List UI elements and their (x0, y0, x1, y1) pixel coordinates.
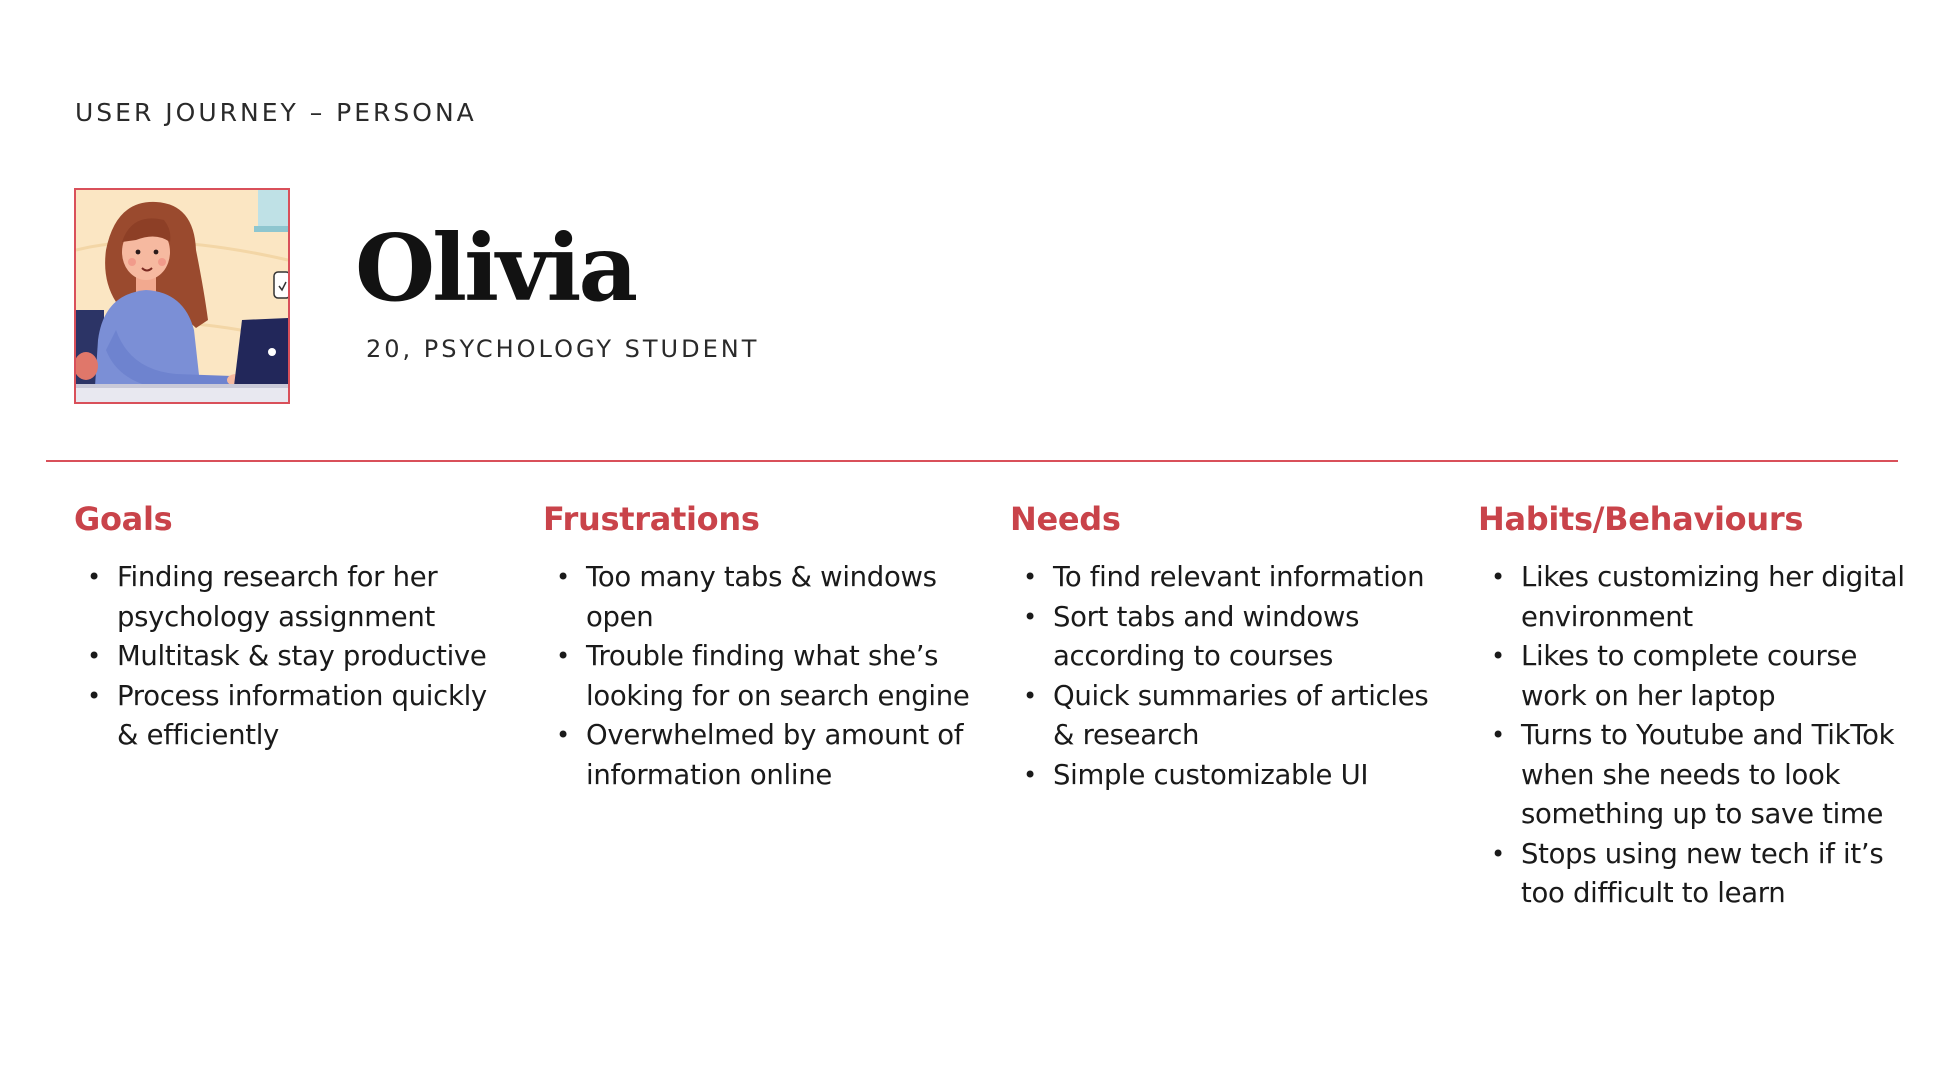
needs-section (1010, 500, 1450, 795)
frustrations-section (543, 500, 983, 795)
list-item: • Likes customizing her digital environment (1521, 558, 1918, 637)
goals-section (74, 500, 514, 756)
eyebrow-label: USER JOURNEY – PERSONA (75, 98, 477, 127)
goals-list (74, 558, 514, 756)
list-item: • Turns to Youtube and TikTok when she needs to look something up to save time (1521, 716, 1918, 835)
list-item: • Finding research for her psychology assignment (117, 558, 514, 637)
list-item: • Quick summaries of articles & research (1053, 677, 1450, 756)
list-item: • Trouble finding what she’s looking for on search engine (586, 637, 983, 716)
persona-illustration (76, 190, 288, 402)
habits-title: Habits/Behaviours (1478, 500, 1804, 538)
list-item: • Stops using new tech if it’s too difficult to learn (1521, 835, 1918, 914)
list-item: • Process information quickly & efficiently (117, 677, 514, 756)
persona-subtitle: 20, PSYCHOLOGY STUDENT (366, 335, 760, 363)
list-item: • Likes to complete course work on her laptop (1521, 637, 1918, 716)
list-item: • Too many tabs & windows open (586, 558, 983, 637)
frustrations-title: Frustrations (543, 500, 760, 538)
needs-list (1010, 558, 1450, 795)
habits-section (1478, 500, 1918, 914)
list-item: • Multitask & stay productive (117, 637, 514, 677)
habits-list (1478, 558, 1918, 914)
list-item: • Simple customizable UI (1053, 756, 1450, 796)
frustrations-list (543, 558, 983, 795)
list-item: • Sort tabs and windows according to courses (1053, 598, 1450, 677)
persona-name: Olivia (355, 214, 636, 322)
section-divider (46, 460, 1898, 462)
list-item: • To find relevant information (1053, 558, 1450, 598)
goals-title: Goals (74, 500, 173, 538)
needs-title: Needs (1010, 500, 1121, 538)
list-item: • Overwhelmed by amount of information online (586, 716, 983, 795)
persona-avatar (74, 188, 290, 404)
